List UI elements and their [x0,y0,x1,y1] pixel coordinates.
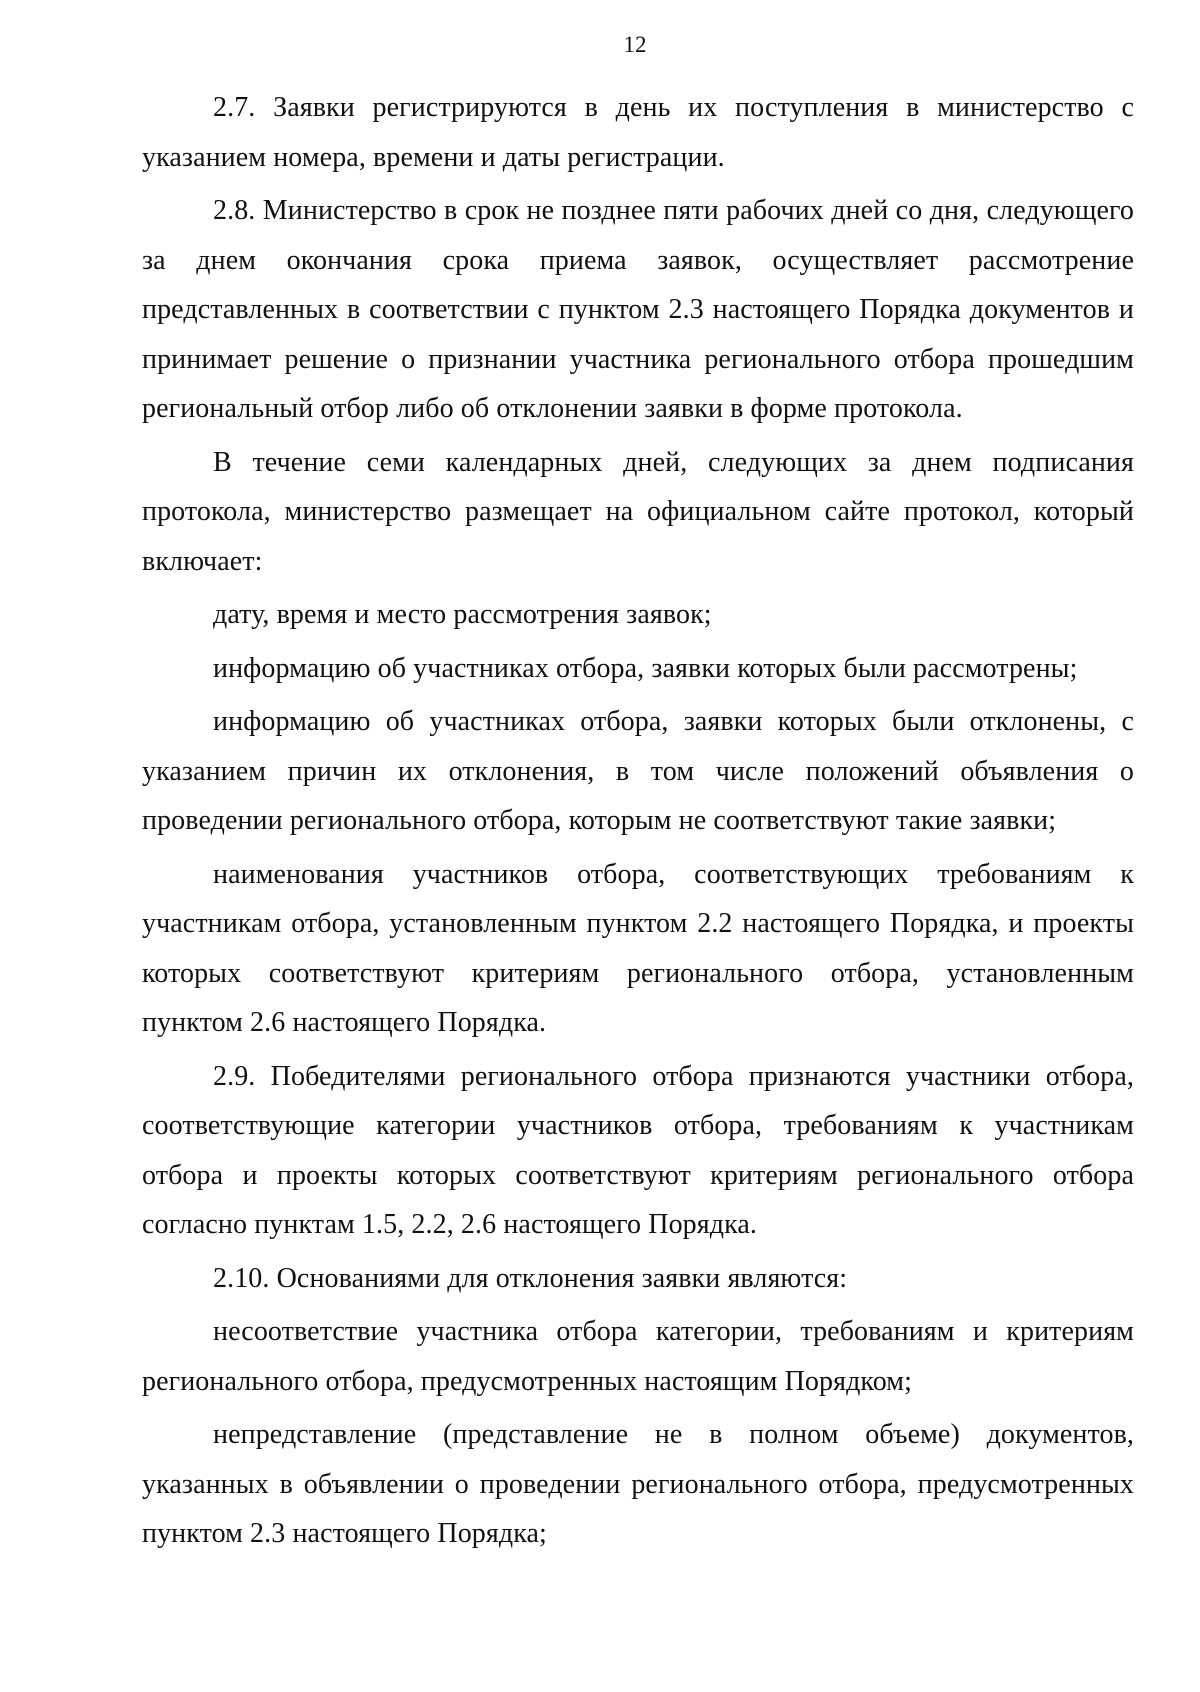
list-item-reviewed-participants: информацию об участниках отбора, заявки которых были рассмотрены; [213,652,1078,684]
page-number: 12 [623,32,647,57]
list-item-rejected-participants: информацию об участниках отбора, заявки которых были отклонены, с указанием причин их отклонения, в том числе положений объявления о проведении регионального отбора, которым не соответствуют такие заявки; [142,706,1134,836]
list-item-participant-names: наименования участников отбора, соответствующих требованиям к участникам отбора, установленным пунктом 2.2 настоящего Порядка, и проекты которых соответствуют критериям регионального отбора, установленным пунктом 2.6 настоящего Порядка. [142,858,1134,1038]
paragraph-2-7: 2.7. Заявки регистрируются в день их поступления в министерство с указанием номера, времени и даты регистрации. [142,92,1134,173]
paragraph-protocol-publication: В течение семи календарных дней, следующих за днем подписания протокола, министерство размещает на официальном сайте протокол, который включает: [142,446,1134,577]
paragraph-2-10: 2.10. Основаниями для отклонения заявки являются: [213,1262,848,1294]
paragraph-2-9: 2.9. Победителями регионального отбора признаются участники отбора, соответствующие категории участников отбора, требованиям к участникам отбора и проекты которых соответствуют критериям регионального отбора согласно пунктам 1.5, 2.2, 2.6 настоящего Порядка. [142,1060,1134,1240]
list-item-missing-documents: непредставление (представление не в полном объеме) документов, указанных в объявлении о проведении регионального отбора, предусмотренных пунктом 2.3 настоящего Порядка; [142,1419,1134,1549]
list-item-date-time-place: дату, время и место рассмотрения заявок; [213,599,712,630]
document-body [142,83,1134,1563]
paragraph-2-8: 2.8. Министерство в срок не позднее пяти рабочих дней со дня, следующего за днем окончания срока приема заявок, осуществляет рассмотрение представленных в соответствии с пунктом 2.3 настоящего Порядка документов и принимает решение о признании участника регионального отбора прошедшим региональный отбор либо об отклонении заявки в форме протокола. [142,195,1134,424]
list-item-noncompliance: несоответствие участника отбора категории, требованиям и критериям регионального отбора, предусмотренных настоящим Порядком; [142,1316,1134,1397]
